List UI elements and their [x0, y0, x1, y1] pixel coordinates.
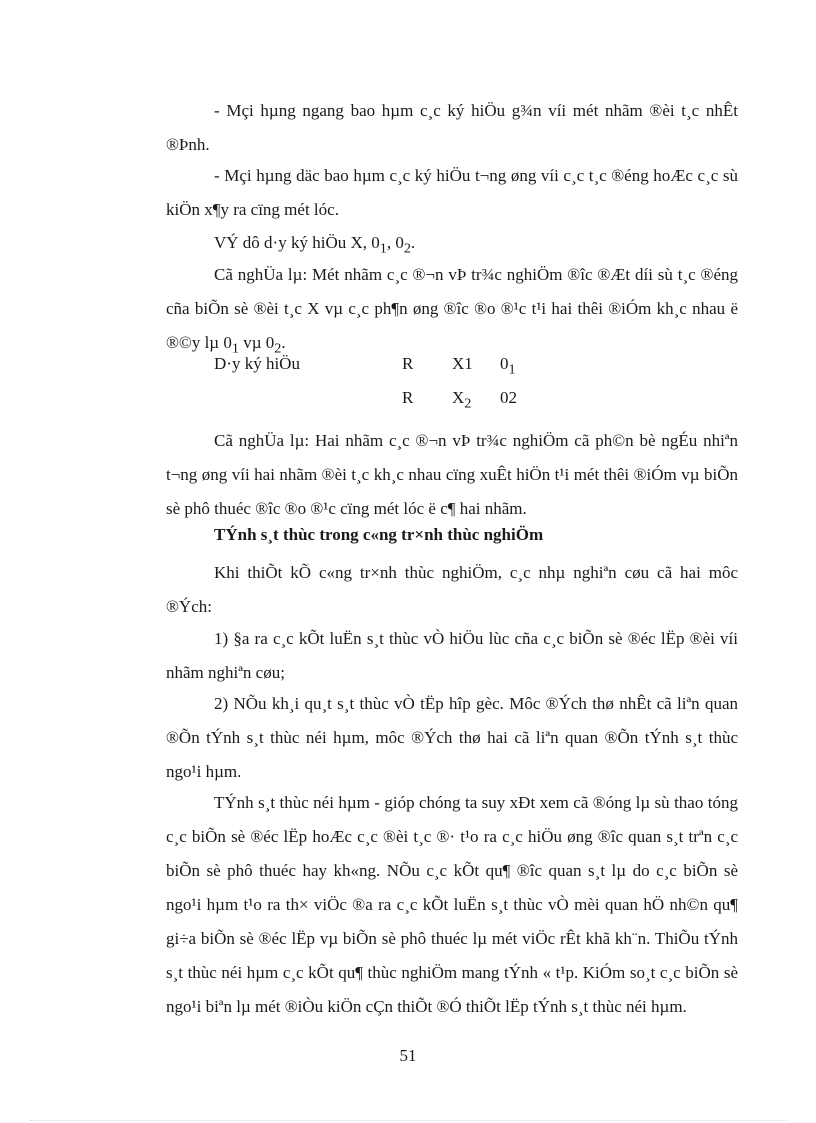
- paragraph-meaning-one: Cã nghÜa lµ: Mét nhãm c¸c ®¬n vÞ tr¾c nghiÖm ®îc ®Æt díi sù t¸c ®éng cña biÕn sè ®èi t¸c X vµ c¸c ph¶n øng ®îc ®o ®¹c t¹i hai thêi ®iÓm kh¸c nhau ë ®©y lµ $0_1$ vµ $0_2$.: [166, 265, 738, 357]
- paragraph-goal-two: 2) NÕu kh¸i qu¸t s¸t thùc vÒ tËp hîp gèc. Môc ®Ých thø nhÊt cã liªn quan ®Õn tÝnh s¸t thùc néi hµm, môc ®Ých thø hai cã liªn quan ®Õn tÝnh s¸t thùc ngo¹i hµm.: [166, 694, 738, 781]
- paragraph-example-sequence: VÝ dô d·y ký hiÖu X, $0_1$, $0_2$.: [214, 233, 416, 257]
- section-heading: TÝnh s¸t thùc trong c«ng tr×nh thùc nghiÖm: [214, 525, 544, 544]
- paragraph-design-goals: Khi thiÕt kÕ c«ng tr×nh thùc nghiÖm, c¸c nhµ nghiªn cøu cã hai môc ®Ých:: [166, 563, 738, 616]
- sequence-label: D·y ký hiÖu: [214, 354, 300, 373]
- paragraph-horizontal-rows: - Mçi hµng ngang bao hµm c¸c ký hiÖu g¾n víi mét nhãm ®èi t¸c nhÊt ®Þnh.: [166, 101, 738, 154]
- paragraph-vertical-rows: - Mçi hµng däc bao hµm c¸c ký hiÖu t¬ng øng víi c¸c t¸c ®éng hoÆc c¸c sù kiÖn x¶y ra cïng mét lóc.: [166, 166, 738, 219]
- paragraph-meaning-two: Cã nghÜa lµ: Hai nhãm c¸c ®¬n vÞ tr¾c nghiÖm cã ph©n bè ngÉu nhiªn t¬ng øng víi hai nhãm ®èi t¸c kh¸c nhau cïng xuÊt hiÖn t¹i mét thêi ®iÓm vµ biÕn sè phô thuéc ®îc ®o ®¹c cïng mét lóc ë c¶ hai nhãm.: [166, 431, 738, 518]
- sequence-cell: 02: [500, 388, 517, 407]
- paragraph-internal-validity: TÝnh s¸t thùc néi hµm - gióp chóng ta suy xÐt xem cã ®óng lµ sù thao tóng c¸c biÕn sè ®éc lËp hoÆc c¸c ®èi t¸c ®· t¹o ra c¸c hiÖu øng ®îc quan s¸t trªn c¸c biÕn sè phô thuéc hay kh«ng. NÕu c¸c kÕt qu¶ ®îc quan s¸t lµ do c¸c biÕn sè ngo¹i hµm t¹o ra th× viÖc ®a ra c¸c kÕt luËn s¸t thùc vÒ mèi quan hÖ nh©n qu¶ gi÷a biÕn sè ®éc lËp vµ biÕn sè phô thuéc lµ mét viÖc rÊt khã kh¨n. ThiÕu tÝnh s¸t thùc néi hµm c¸c kÕt qu¶ thùc nghiÖm mang tÝnh « t¹p. KiÓm so¸t c¸c biÕn sè ngo¹i biªn lµ mét ®iÒu kiÖn cÇn thiÕt ®Ó thiÕt lËp tÝnh s¸t thùc néi hµm.: [166, 793, 738, 1016]
- footer-divider: [30, 1120, 786, 1121]
- sequence-cell: X1: [452, 354, 473, 373]
- sequence-cell: $X_2$: [452, 388, 472, 412]
- page-number: 51: [399, 1046, 417, 1065]
- sequence-cell: R: [402, 354, 414, 373]
- paragraph-goal-one: 1) §a ra c¸c kÕt luËn s¸t thùc vÒ hiÖu lùc cña c¸c biÕn sè ®éc lËp ®èi víi nhãm nghiªn cøu;: [166, 629, 738, 682]
- sequence-cell: R: [402, 388, 414, 407]
- sequence-cell: $0_1$: [500, 354, 516, 378]
